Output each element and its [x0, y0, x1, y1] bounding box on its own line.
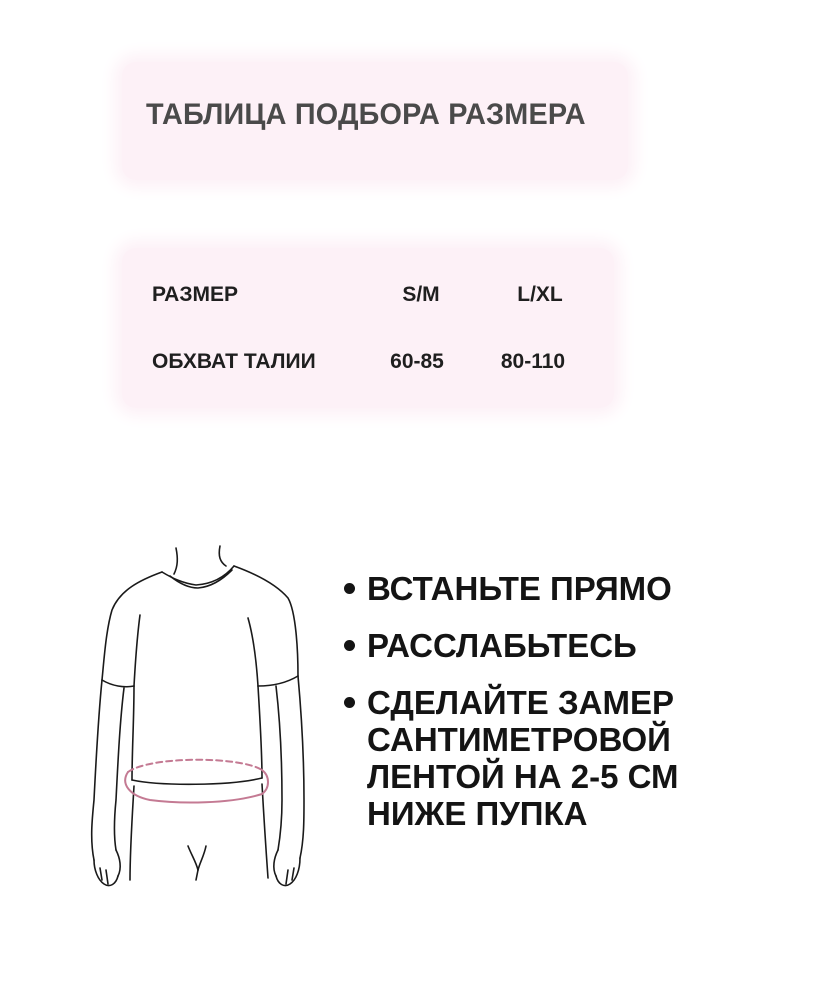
instruction-text: ВСТАНЬТЕ ПРЯМО [367, 570, 672, 607]
instruction-text: СДЕЛАЙТЕ ЗАМЕР САНТИМЕТРОВОЙ ЛЕНТОЙ НА 2-5 СМ НИЖЕ ПУПКА [367, 684, 679, 832]
waist-value-sm: 60-85 [390, 350, 444, 373]
instruction-item [340, 627, 820, 664]
waist-value-lxl: 80-110 [500, 350, 566, 373]
instruction-text: РАССЛАБЬТЕСЬ [367, 627, 637, 664]
person-tshirt-measurement-icon [80, 540, 330, 900]
size-table-panel [122, 248, 614, 408]
instruction-item [340, 684, 820, 832]
size-header-label: РАЗМЕР [152, 283, 238, 306]
measurement-instructions [340, 570, 820, 852]
bullet-icon [344, 583, 355, 594]
size-header-sm: S/M [402, 283, 440, 306]
instruction-item [340, 570, 820, 607]
bullet-icon [344, 697, 355, 708]
bullet-icon [344, 640, 355, 651]
page-title: ТАБЛИЦА ПОДБОРА РАЗМЕРА [146, 98, 586, 131]
size-header-lxl: L/XL [517, 283, 563, 306]
waist-row-label: ОБХВАТ ТАЛИИ [152, 350, 316, 373]
